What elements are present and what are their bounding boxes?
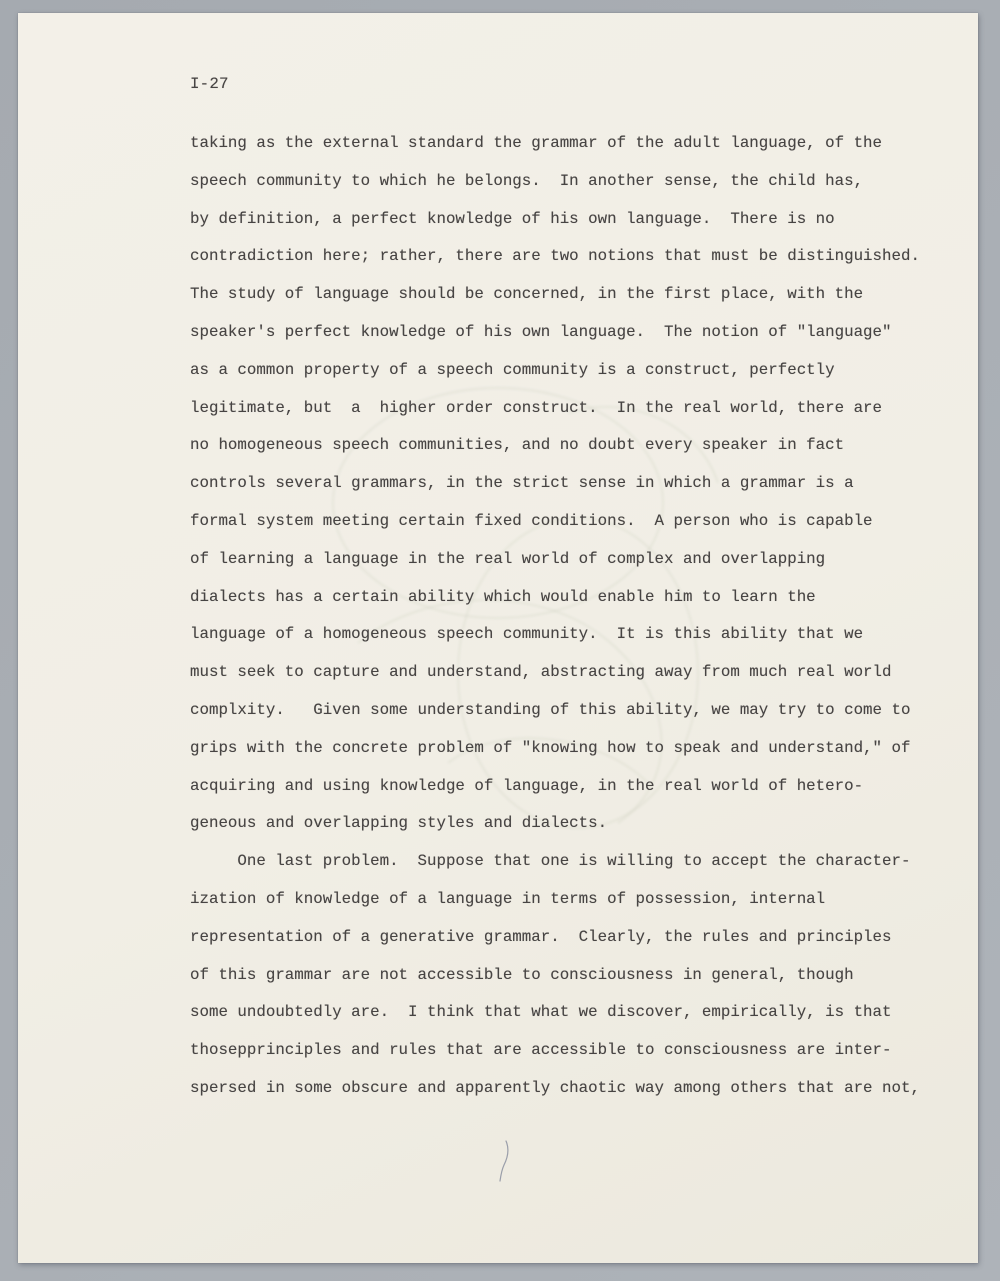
stray-pen-mark-icon (496, 1139, 514, 1183)
typed-line: complxity. Given some understanding of this ability, we may try to come to (190, 700, 911, 719)
typed-line: contradiction here; rather, there are two notions that must be distinguished. (190, 247, 920, 266)
typed-line: of learning a language in the real world of complex and overlapping (190, 549, 826, 568)
typed-line: language of a homogeneous speech community. It is this ability that we (190, 625, 864, 644)
typed-line: formal system meeting certain fixed conditions. A person who is capable (190, 511, 873, 530)
typed-line: ization of knowledge of a language in terms of possession, internal (190, 889, 826, 908)
typed-line: some undoubtedly are. I think that what we discover, empirically, is that (190, 1003, 892, 1022)
typed-line: legitimate, but a higher order construct. In the real world, there are (190, 398, 883, 417)
document-body (190, 125, 950, 1108)
typed-line: acquiring and using knowledge of language, in the real world of hetero- (190, 776, 864, 795)
typed-line: must seek to capture and understand, abstracting away from much real world (190, 663, 892, 682)
typed-line: speech community to which he belongs. In another sense, the child has, (190, 171, 864, 190)
typed-line: taking as the external standard the grammar of the adult language, of the (190, 134, 883, 152)
typed-line: as a common property of a speech community is a construct, perfectly (190, 360, 835, 379)
typed-line: no homogeneous speech communities, and no doubt every speaker in fact (190, 436, 845, 455)
typed-line: of this grammar are not accessible to consciousness in general, though (190, 965, 854, 984)
typed-line: One last problem. Suppose that one is willing to accept the character- (190, 852, 911, 871)
typed-line: spersed in some obscure and apparently chaotic way among others that are not, (190, 1078, 920, 1097)
typed-line: grips with the concrete problem of "knowing how to speak and understand," of (190, 738, 911, 757)
typed-line: thosepprinciples and rules that are accessible to consciousness are inter- (190, 1041, 892, 1060)
typed-line: geneous and overlapping styles and dialects. (190, 814, 608, 833)
typed-line: speaker's perfect knowledge of his own language. The notion of "language" (190, 322, 892, 341)
typewritten-page (18, 13, 978, 1263)
typed-line: dialects has a certain ability which would enable him to learn the (190, 587, 816, 606)
typed-line: controls several grammars, in the strict sense in which a grammar is a (190, 474, 854, 493)
typed-line: The study of language should be concerned, in the first place, with the (190, 285, 864, 304)
typed-line: representation of a generative grammar. Clearly, the rules and principles (190, 927, 892, 946)
typed-line: by definition, a perfect knowledge of his own language. There is no (190, 209, 835, 228)
page-number: I-27 (190, 75, 229, 93)
